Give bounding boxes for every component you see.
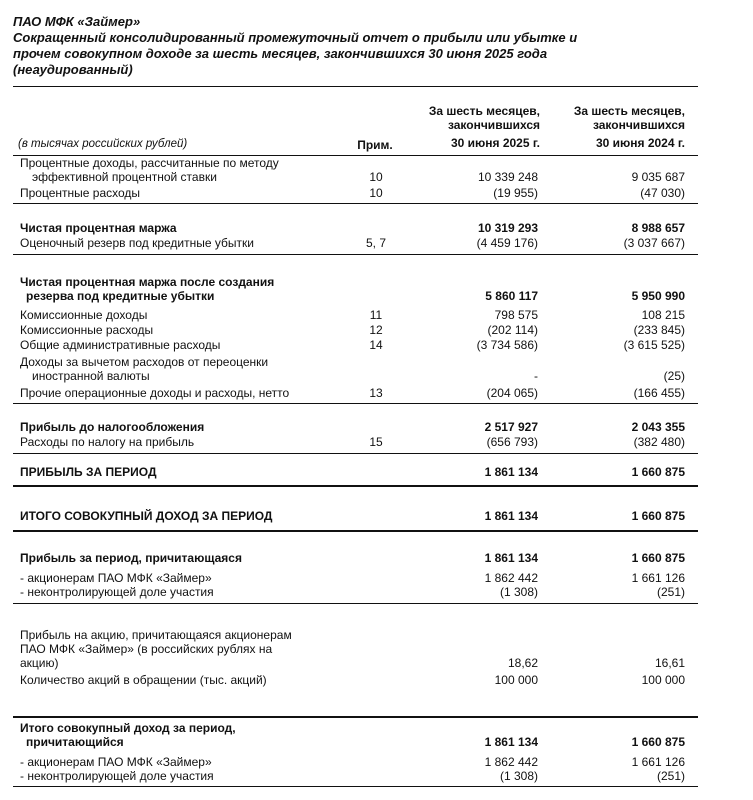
column-header-2024-line-3: 30 июня 2024 г. [595, 136, 685, 150]
units-caption: (в тысячах российских рублей) [18, 138, 188, 150]
row-label-cont: ПАО МФК «Займер» (в российских рублях на [20, 642, 273, 656]
row-value-2024: 1 661 126 [631, 755, 685, 769]
subtotal-rule [13, 403, 698, 404]
row-value-2025: 1 861 134 [484, 551, 538, 565]
column-header-2024-line-2: закончившихся [592, 118, 685, 132]
row-value-2024: 108 215 [641, 308, 685, 322]
row-value-2025: (1 308) [499, 769, 538, 783]
row-value-2025: 18,62 [507, 656, 538, 670]
row-value-2024: 1 660 875 [631, 735, 685, 749]
row-value-2025: (202 114) [487, 323, 538, 337]
row-value-2025: 100 000 [494, 673, 538, 687]
row-value-2024: 1 660 875 [631, 509, 685, 523]
row-label: Прибыль на акцию, причитающаяся акционерам [20, 628, 292, 642]
row-value-2025: 1 862 442 [484, 571, 538, 585]
row-value-2024: 8 988 657 [631, 221, 685, 235]
row-label-cont: акцию) [20, 656, 59, 670]
company-name: ПАО МФК «Займер» [13, 14, 141, 29]
row-label: Доходы за вычетом расходов от переоценки [20, 355, 269, 369]
subtotal-rule [13, 453, 698, 454]
section-rule [13, 603, 698, 604]
row-label: Прибыль до налогообложения [20, 420, 205, 434]
column-header-2024-line-1: За шесть месяцев, [573, 104, 685, 118]
row-value-2024: (25) [663, 369, 685, 383]
row-label: Расходы по налогу на прибыль [20, 435, 195, 449]
row-value-2025: 1 861 134 [484, 465, 538, 479]
row-note: 11 [369, 308, 383, 322]
report-title-line-2: прочем совокупном доходе за шесть месяцев, закончившихся 30 июня 2025 года [13, 46, 548, 61]
row-value-2024: 2 043 355 [631, 420, 685, 434]
row-label: Количество акций в обращении (тыс. акций) [20, 673, 267, 687]
row-value-2024: 100 000 [641, 673, 685, 687]
row-label: Общие административные расходы [20, 338, 221, 352]
row-value-2024: 1 661 126 [631, 571, 685, 585]
subtotal-rule [13, 254, 698, 255]
row-label: - неконтролирующей доле участия [20, 585, 214, 599]
row-value-2024: (233 845) [633, 323, 685, 337]
column-header-2025-line-3: 30 июня 2025 г. [450, 136, 540, 150]
row-label: Прибыль за период, причитающаяся [20, 551, 242, 565]
row-value-2024: 5 950 990 [631, 289, 685, 303]
row-value-2024: 9 035 687 [631, 170, 685, 184]
row-label: Итого совокупный доход за период, [20, 721, 236, 735]
row-value-2024: (251) [656, 769, 685, 783]
column-header-2025 [400, 104, 540, 150]
row-value-2024: (3 037 667) [623, 236, 685, 250]
row-label: Процентные доходы, рассчитанные по методу [20, 156, 279, 170]
row-value-2024: (47 030) [640, 186, 685, 200]
row-label-cont: иностранной валюты [32, 369, 150, 383]
row-label: ИТОГО СОВОКУПНЫЙ ДОХОД ЗА ПЕРИОД [20, 509, 273, 523]
column-header-2024 [548, 104, 685, 150]
row-label-cont: причитающийся [26, 735, 124, 749]
row-note: 10 [369, 170, 383, 184]
row-label: Чистая процентная маржа после создания [20, 275, 275, 289]
column-header-note: Прим. [357, 138, 393, 152]
row-value-2025: 2 517 927 [484, 420, 538, 434]
row-label: ПРИБЫЛЬ ЗА ПЕРИОД [20, 465, 157, 479]
row-value-2025: (1 308) [499, 585, 538, 599]
row-value-2025: (204 065) [486, 386, 538, 400]
row-note: 15 [369, 435, 383, 449]
row-value-2025: (656 793) [486, 435, 538, 449]
row-value-2024: (3 615 525) [623, 338, 685, 352]
section-rule [13, 786, 698, 787]
row-value-2025: (19 955) [493, 186, 538, 200]
row-label-cont: эффективной процентной ставки [32, 170, 217, 184]
row-value-2025: 1 861 134 [484, 509, 538, 523]
row-label: - акционерам ПАО МФК «Займер» [20, 755, 212, 769]
row-label: Процентные расходы [20, 186, 141, 200]
row-label: Оценочный резерв под кредитные убытки [20, 236, 254, 250]
row-value-2025: 798 575 [494, 308, 538, 322]
row-value-2024: (382 480) [633, 435, 685, 449]
row-value-2024: 1 660 875 [631, 551, 685, 565]
report-title-line-1: Сокращенный консолидированный промежуточный отчет о прибыли или убытке и [13, 30, 578, 45]
row-label: - акционерам ПАО МФК «Займер» [20, 571, 212, 585]
column-header-2025-line-1: За шесть месяцев, [428, 104, 540, 118]
row-value-2025: (3 734 586) [476, 338, 538, 352]
total-rule [13, 485, 698, 487]
row-note: 5, 7 [365, 236, 386, 250]
row-note: 14 [369, 338, 383, 352]
report-title-line-3: (неаудированный) [13, 62, 133, 77]
row-label: Чистая процентная маржа [20, 221, 177, 235]
row-note: 12 [369, 323, 383, 337]
section-rule [13, 716, 698, 718]
row-value-2025: 5 860 117 [485, 289, 538, 303]
row-label: Прочие операционные доходы и расходы, нетто [20, 386, 290, 400]
row-value-2025: - [534, 369, 538, 383]
total-rule [13, 530, 698, 532]
row-value-2025: 1 861 134 [484, 735, 538, 749]
row-value-2024: (166 455) [633, 386, 685, 400]
row-label-cont: резерва под кредитные убытки [26, 289, 215, 303]
row-value-2024: 1 660 875 [631, 465, 685, 479]
row-note: 10 [369, 186, 383, 200]
row-note: 13 [369, 386, 383, 400]
row-value-2024: (251) [656, 585, 685, 599]
row-value-2025: (4 459 176) [476, 236, 538, 250]
row-label: Комиссионные доходы [20, 308, 148, 322]
report-title-block [13, 14, 713, 78]
title-rule [13, 86, 698, 87]
subtotal-rule [13, 203, 698, 204]
row-label: - неконтролирующей доле участия [20, 769, 214, 783]
row-label: Комиссионные расходы [20, 323, 154, 337]
row-value-2025: 1 862 442 [484, 755, 538, 769]
row-value-2025: 10 339 248 [477, 170, 538, 184]
column-header-2025-line-2: закончившихся [447, 118, 540, 132]
row-value-2024: 16,61 [654, 656, 685, 670]
row-value-2025: 10 319 293 [477, 221, 538, 235]
